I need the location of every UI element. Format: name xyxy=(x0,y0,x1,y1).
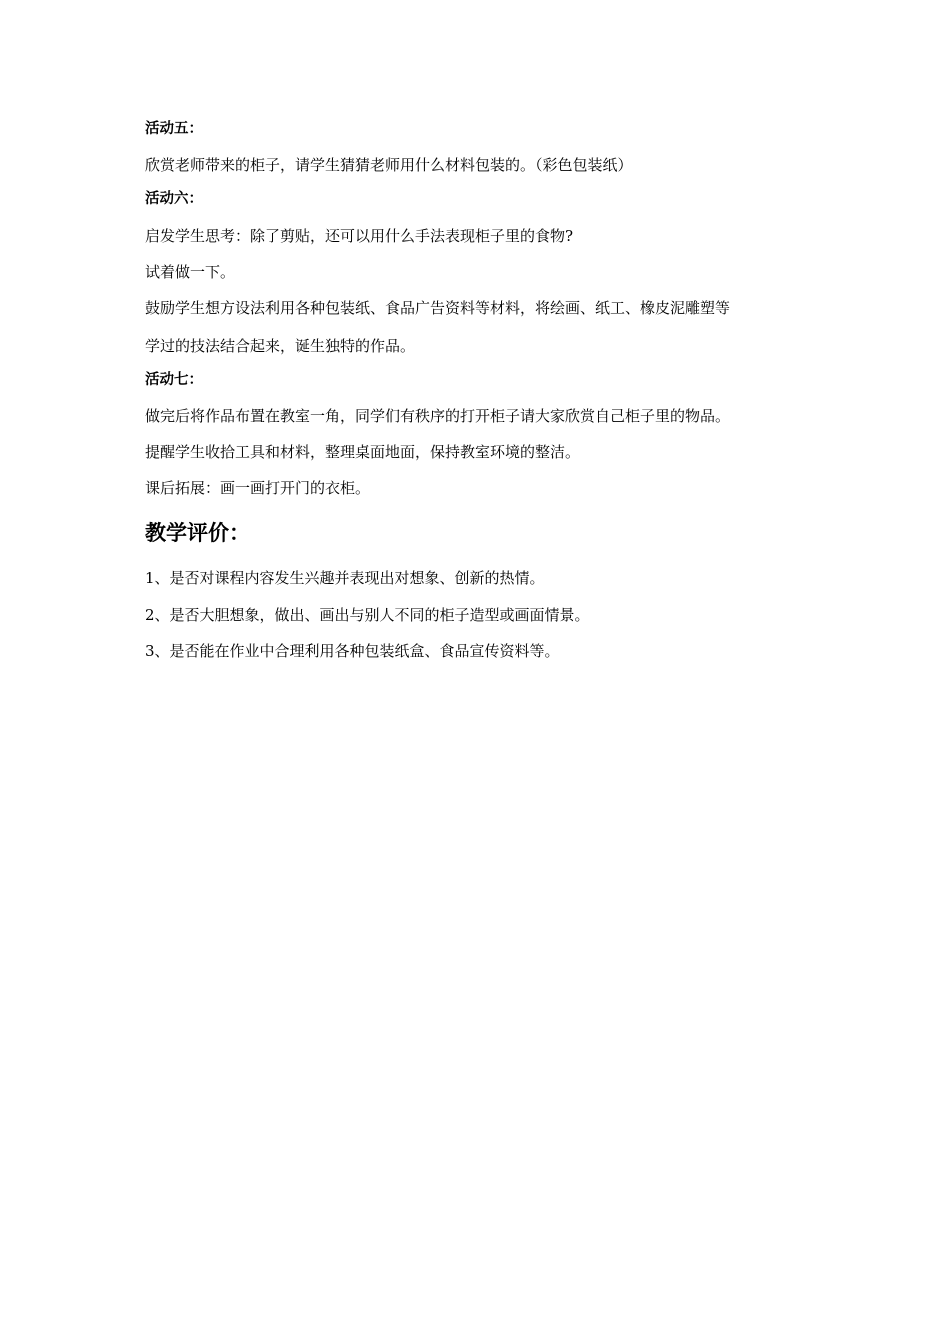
evaluation-item: 3、是否能在作业中合理利用各种包装纸盒、食品宣传资料等。 xyxy=(145,642,560,660)
activity-six-text: 试着做一下。 xyxy=(145,263,236,281)
activity-five-text: 欣赏老师带来的柜子，请学生猜猜老师用什么材料包装的。（彩色包装纸） xyxy=(145,156,633,174)
activity-six-text: 学过的技法结合起来，诞生独特的作品。 xyxy=(145,337,416,355)
evaluation-heading: 教学评价： xyxy=(145,521,250,545)
activity-six-heading: 活动六： xyxy=(145,191,203,207)
activity-five-heading: 活动五： xyxy=(145,121,203,137)
evaluation-item: 2、是否大胆想象，做出、画出与别人不同的柜子造型或画面情景。 xyxy=(145,606,590,624)
document-body xyxy=(145,118,825,662)
activity-six-text: 启发学生思考：除了剪贴，还可以用什么手法表现柜子里的食物? xyxy=(145,227,574,245)
activity-seven-text: 课后拓展：画一画打开门的衣柜。 xyxy=(145,479,371,497)
evaluation-item: 1、是否对课程内容发生兴趣并表现出对想象、创新的热情。 xyxy=(145,569,545,587)
activity-seven-text: 做完后将作品布置在教室一角，同学们有秩序的打开柜子请大家欣赏自己柜子里的物品。 xyxy=(145,407,731,425)
activity-seven-heading: 活动七： xyxy=(145,372,203,388)
activity-seven-text: 提醒学生收拾工具和材料，整理桌面地面，保持教室环境的整洁。 xyxy=(145,443,581,461)
activity-six-text: 鼓励学生想方设法利用各种包装纸、食品广告资料等材料，将绘画、纸工、橡皮泥雕塑等 xyxy=(145,299,731,317)
